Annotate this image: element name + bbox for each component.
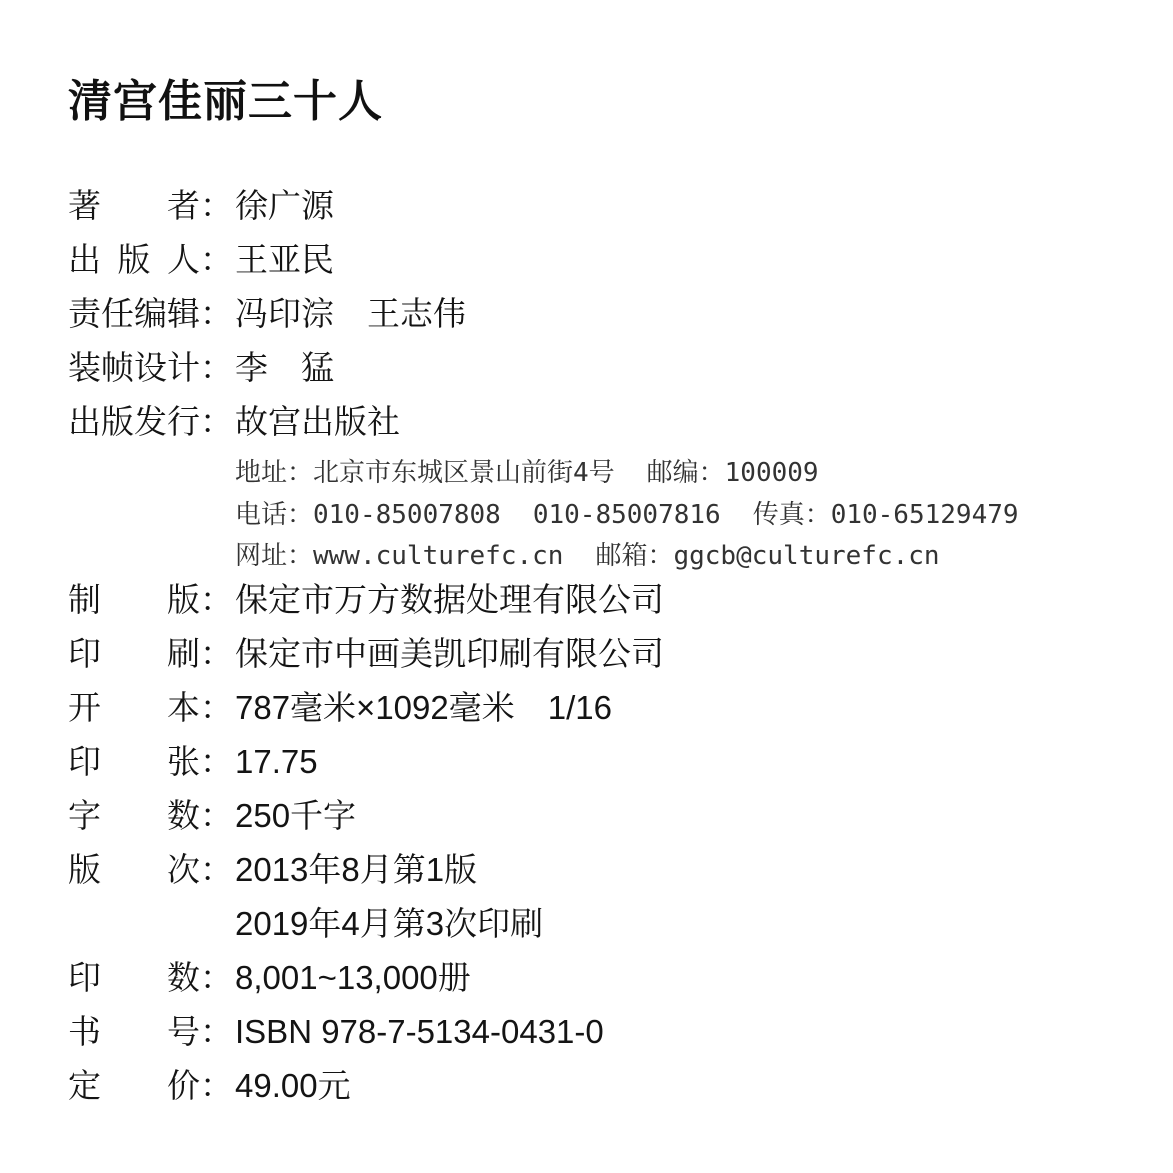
spec-row-colon: ： bbox=[200, 743, 233, 780]
spec-row-colon bbox=[200, 897, 235, 951]
spec-row-colon: ： bbox=[200, 635, 233, 672]
spec-row-label: 印刷 bbox=[68, 635, 200, 672]
contact-item: 邮编：100009 bbox=[646, 458, 819, 488]
spec-row-colon: ： bbox=[200, 1067, 233, 1104]
specs-list bbox=[68, 573, 1128, 1113]
spec-row-value: 保定市万方数据处理有限公司 bbox=[235, 581, 664, 618]
credit-row-value: 故宫出版社 bbox=[235, 403, 400, 440]
spec-row-label: 印张 bbox=[68, 743, 200, 780]
credit-row-label: 责任编辑 bbox=[68, 295, 200, 332]
spec-row bbox=[68, 681, 1128, 735]
credit-row-label: 著者 bbox=[68, 187, 200, 224]
spec-row bbox=[68, 735, 1128, 789]
spec-row-label: 定价 bbox=[68, 1067, 200, 1104]
credit-row bbox=[68, 395, 1128, 449]
spec-row-value: 2019年4月第3次印刷 bbox=[235, 905, 544, 942]
credit-row-label: 出版发行 bbox=[68, 403, 200, 440]
spec-row-label bbox=[68, 897, 200, 951]
credit-row-colon: ： bbox=[200, 241, 233, 278]
contact-line bbox=[235, 453, 1135, 495]
spec-row-label: 制版 bbox=[68, 581, 200, 618]
credit-row-label: 出版人 bbox=[68, 241, 200, 278]
spec-row bbox=[68, 951, 1128, 1005]
credit-row-value: 李 猛 bbox=[235, 349, 334, 386]
spec-row-label: 书号 bbox=[68, 1013, 200, 1050]
spec-row-value: 保定市中画美凯印刷有限公司 bbox=[235, 635, 664, 672]
credit-row bbox=[68, 179, 1128, 233]
spec-row bbox=[68, 843, 1128, 897]
spec-row-colon: ： bbox=[200, 797, 233, 834]
spec-row-value: 49.00元 bbox=[235, 1067, 351, 1104]
spec-row bbox=[68, 897, 1128, 951]
credit-row bbox=[68, 287, 1128, 341]
spec-row-value: 17.75 bbox=[235, 743, 318, 780]
spec-row bbox=[68, 1005, 1128, 1059]
spec-row-value: 250千字 bbox=[235, 797, 357, 834]
spec-row-colon: ： bbox=[200, 581, 233, 618]
contact-item: 网址：www.culturefc.cn bbox=[235, 541, 564, 571]
credits-list bbox=[68, 179, 1128, 449]
spec-row-value: 787毫米×1092毫米 1/16 bbox=[235, 689, 612, 726]
spec-row bbox=[68, 573, 1128, 627]
contact-item: 地址：北京市东城区景山前街4号 bbox=[235, 458, 615, 488]
credit-row-colon: ： bbox=[200, 349, 233, 386]
contact-line bbox=[235, 495, 1135, 537]
spec-row-value: 2013年8月第1版 bbox=[235, 851, 478, 888]
contact-item: 010-85007816 bbox=[532, 499, 721, 530]
publisher-contact-block bbox=[235, 453, 1135, 578]
spec-row-label: 字数 bbox=[68, 797, 200, 834]
credit-row bbox=[68, 233, 1128, 287]
credit-row-value: 冯印淙 王志伟 bbox=[235, 295, 466, 332]
spec-row-colon: ： bbox=[200, 1013, 233, 1050]
spec-row bbox=[68, 1059, 1128, 1113]
credit-row-label: 装帧设计 bbox=[68, 349, 200, 386]
contact-item: 传真：010-65129479 bbox=[752, 499, 1019, 530]
spec-row bbox=[68, 627, 1128, 681]
credit-row-colon: ： bbox=[200, 187, 233, 224]
contact-line bbox=[235, 536, 1135, 578]
spec-row-label: 版次 bbox=[68, 851, 200, 888]
spec-row-colon: ： bbox=[200, 851, 233, 888]
contact-item: 邮箱：ggcb@culturefc.cn bbox=[595, 541, 940, 571]
spec-row-label: 印数 bbox=[68, 959, 200, 996]
credit-row-colon: ： bbox=[200, 403, 233, 440]
spec-row-value: 8,001~13,000册 bbox=[235, 959, 471, 996]
credit-row-colon: ： bbox=[200, 295, 233, 332]
spec-row bbox=[68, 789, 1128, 843]
spec-row-value: ISBN 978-7-5134-0431-0 bbox=[235, 1013, 604, 1050]
credit-row-value: 王亚民 bbox=[235, 241, 334, 278]
credit-row bbox=[68, 341, 1128, 395]
contact-item: 电话：010-85007808 bbox=[235, 499, 501, 530]
book-title: 清宫佳丽三十人 bbox=[68, 76, 383, 127]
credit-row-value: 徐广源 bbox=[235, 187, 334, 224]
spec-row-label: 开本 bbox=[68, 689, 200, 726]
spec-row-colon: ： bbox=[200, 689, 233, 726]
spec-row-colon: ： bbox=[200, 959, 233, 996]
